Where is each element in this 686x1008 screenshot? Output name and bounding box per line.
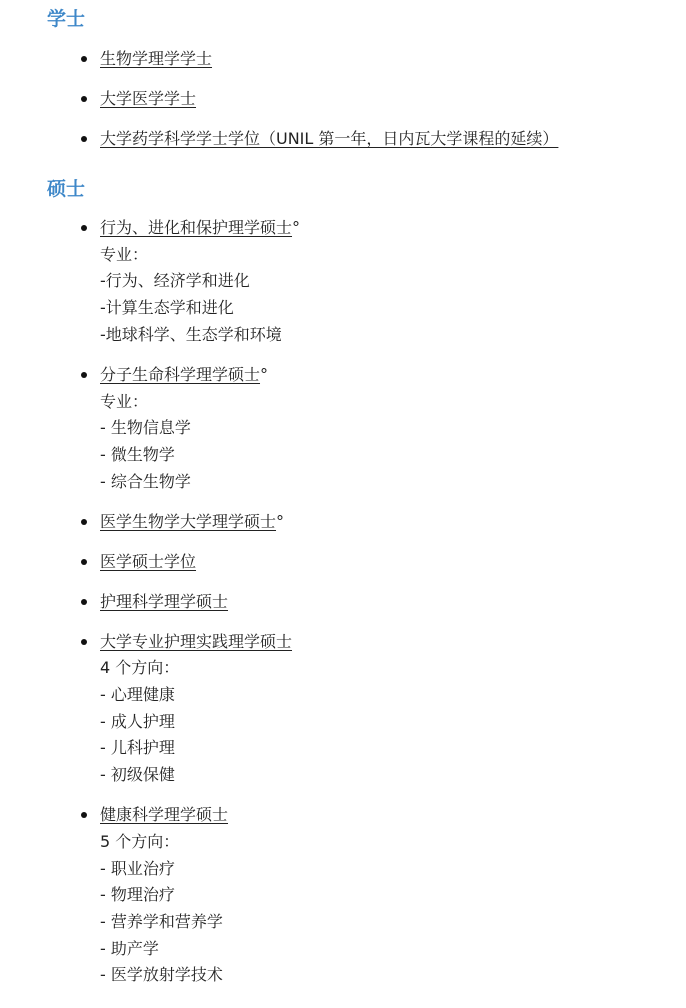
program-detail-line: - 综合生物学 [100,471,191,491]
program-item [100,46,675,73]
program-item [100,126,675,153]
program-detail-line: -计算生态学和进化 [100,298,234,318]
program-detail-line: - 职业治疗 [100,858,175,878]
program-detail-line: - 初级保健 [100,765,175,785]
program-item [100,86,675,113]
program-footnote-mark: ° [292,218,301,237]
program-item [100,509,675,536]
program-footnote-mark: ° [276,511,285,531]
program-detail-line: -地球科学、生态学和环境 [100,324,282,344]
program-detail-heading: 专业： [100,391,149,411]
program-detail-line: - 营养学和营养学 [100,911,223,931]
section-heading-bachelor: 学士 [47,8,86,30]
program-detail-line: - 微生物学 [100,444,175,464]
program-detail-line: - 物理治疗 [100,885,175,905]
program-item [100,362,675,496]
program-detail-line: - 心理健康 [100,685,175,705]
program-link[interactable]: 分子生命科学理学硕士 [100,364,261,384]
program-item [100,589,675,616]
program-link[interactable]: 健康科学理学硕士 [100,805,229,825]
program-detail-line: -行为、经济学和进化 [100,271,250,291]
program-link[interactable]: 生物学理学学士 [100,49,213,68]
program-link[interactable]: 护理科学理学硕士 [100,591,229,611]
program-detail-line: - 助产学 [100,938,159,958]
program-detail-heading: 4 个方向： [100,658,180,678]
program-link[interactable]: 行为、进化和保护理学硕士 [100,218,293,237]
bachelor-program-list [100,46,675,166]
program-detail-heading: 5 个方向： [100,831,180,851]
program-detail-heading: 专业： [100,244,149,264]
program-detail-line: - 生物信息学 [100,418,191,438]
program-item [100,802,675,989]
program-footnote-mark: ° [260,364,269,384]
program-link[interactable]: 大学医学学士 [100,89,197,108]
program-detail-line: - 成人护理 [100,711,175,731]
program-link[interactable]: 大学药学科学学士学位（UNIL 第一年，日内瓦大学课程的延续） [100,129,559,148]
program-item [100,215,675,349]
program-detail-line: - 医学放射学技术 [100,965,223,985]
program-link[interactable]: 大学专业护理实践理学硕士 [100,631,293,651]
master-program-list [100,215,675,1002]
program-link[interactable]: 医学硕士学位 [100,551,197,571]
section-heading-master: 硕士 [47,178,86,200]
program-link[interactable]: 医学生物学大学理学硕士 [100,511,277,531]
program-item [100,549,675,576]
program-detail-line: - 儿科护理 [100,738,175,758]
program-item [100,629,675,789]
